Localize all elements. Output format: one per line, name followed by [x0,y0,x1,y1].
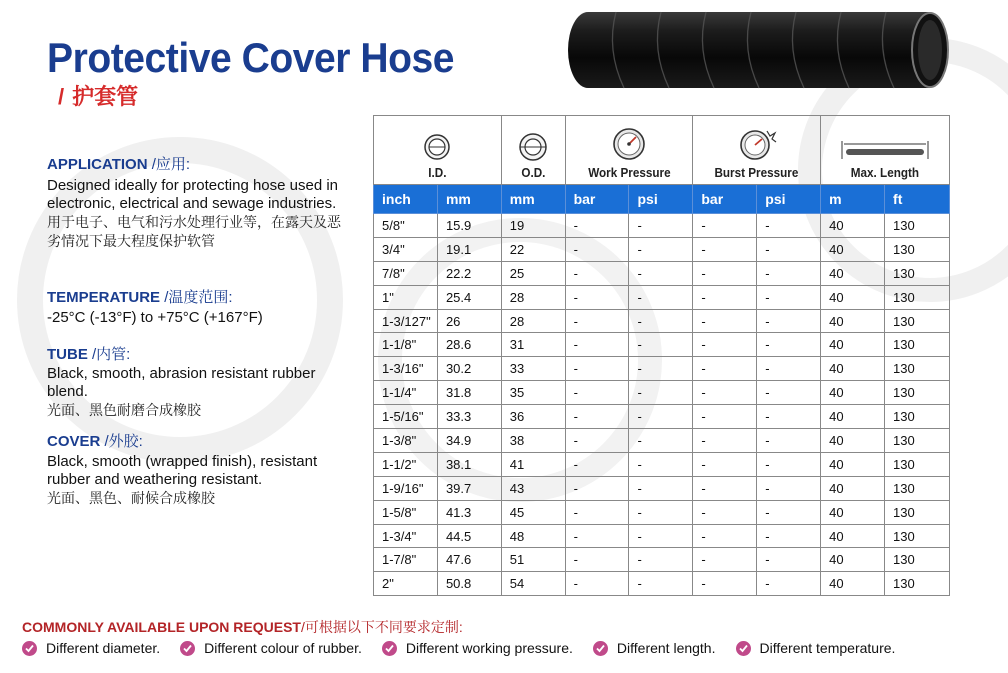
table-cell: 40 [821,285,885,309]
table-cell: 25.4 [437,285,501,309]
table-cell: 1-1/4" [374,381,438,405]
request-item [382,640,573,656]
table-cell: 38.1 [437,452,501,476]
table-cell: 40 [821,214,885,238]
table-cell: 28 [501,309,565,333]
unit-bp-psi: psi [757,185,821,214]
table-cell: - [565,548,629,572]
table-cell: 40 [821,452,885,476]
table-cell: 1-9/16" [374,476,438,500]
request-heading-en: COMMONLY AVAILABLE UPON REQUEST [22,619,301,635]
table-cell: 1-3/127" [374,309,438,333]
table-cell: 50.8 [437,572,501,596]
table-cell: - [629,261,693,285]
table-cell: - [693,261,757,285]
table-cell: 40 [821,548,885,572]
table-cell: - [565,285,629,309]
unit-od-mm: mm [501,185,565,214]
table-cell: - [757,548,821,572]
table-cell: 36 [501,405,565,429]
group-burst-pressure-label: Burst Pressure [714,165,799,180]
table-cell: 1-3/8" [374,429,438,453]
table-cell: 40 [821,261,885,285]
request-heading-cn: /可根据以下不同要求定制: [300,619,463,635]
table-cell: 130 [885,429,950,453]
request-item [736,640,896,656]
table-cell: - [629,333,693,357]
table-row [374,429,950,453]
table-row [374,476,950,500]
table-cell: - [629,285,693,309]
group-work-pressure-label: Work Pressure [587,165,671,180]
table-cell: - [757,572,821,596]
table-cell: - [565,476,629,500]
table-cell: - [629,548,693,572]
table-row [374,237,950,261]
table-cell: 40 [821,333,885,357]
request-item-label: Different colour of rubber. [204,640,362,656]
table-cell: - [629,476,693,500]
table-cell: - [565,452,629,476]
table-row [374,524,950,548]
table-cell: - [757,476,821,500]
group-id [374,116,502,185]
table-cell: 130 [885,524,950,548]
request-item-label: Different diameter. [46,640,161,656]
table-cell: - [757,333,821,357]
temperature-body [47,309,347,327]
table-row [374,309,950,333]
unit-id-mm: mm [437,185,501,214]
table-cell: 1-1/8" [374,333,438,357]
table-cell: - [565,500,629,524]
request-item [180,640,362,656]
table-cell: - [757,261,821,285]
tube-heading-en: TUBE [47,346,88,363]
table-cell: - [629,500,693,524]
table-row [374,357,950,381]
table-cell: - [629,524,693,548]
table-cell: - [757,214,821,238]
table-cell: 40 [821,476,885,500]
table-cell: 5/8" [374,214,438,238]
table-cell: 130 [885,500,950,524]
table-cell: 1-3/16" [374,357,438,381]
table-cell: 3/4" [374,237,438,261]
table-cell: - [629,572,693,596]
spec-table-icon-row [374,116,950,185]
table-cell: - [757,285,821,309]
table-cell: 130 [885,261,950,285]
table-cell: 28 [501,285,565,309]
unit-bp-bar: bar [693,185,757,214]
od-ring-icon [518,133,548,161]
check-icon [22,641,37,656]
unit-len-ft: ft [885,185,950,214]
table-cell: 130 [885,285,950,309]
length-rod-icon [840,139,930,161]
table-cell: 1-7/8" [374,548,438,572]
table-cell: 1-3/4" [374,524,438,548]
group-max-length [821,116,950,185]
table-cell: 45 [501,500,565,524]
table-cell: - [693,476,757,500]
group-max-length-label: Max. Length [850,165,920,180]
table-cell: 130 [885,572,950,596]
table-cell: 130 [885,214,950,238]
table-cell: 7/8" [374,261,438,285]
tube-text: Black, smooth, abrasion resistant rubber blend. [47,365,316,400]
table-cell: 26 [437,309,501,333]
id-ring-icon [423,133,451,161]
table-cell: - [693,429,757,453]
group-burst-pressure [693,116,821,185]
unit-wp-psi: psi [629,185,693,214]
table-cell: - [629,357,693,381]
cover-text: Black, smooth (wrapped finish), resistant rubber and weathering resistant. [47,453,318,488]
table-cell: - [693,237,757,261]
table-cell: - [757,500,821,524]
table-cell: 31.8 [437,381,501,405]
table-cell: 40 [821,237,885,261]
table-cell: - [757,452,821,476]
burst-gauge-icon [737,127,777,161]
check-icon [736,641,751,656]
table-cell: - [565,429,629,453]
table-row [374,381,950,405]
table-row [374,333,950,357]
temperature-heading [47,286,233,307]
table-cell: - [629,405,693,429]
page-title: Protective Cover Hose [47,34,455,81]
table-cell: 35 [501,381,565,405]
table-cell: 40 [821,381,885,405]
check-icon [382,641,397,656]
table-cell: - [565,214,629,238]
table-row [374,285,950,309]
table-cell: - [629,237,693,261]
table-cell: 40 [821,524,885,548]
table-cell: - [565,309,629,333]
table-cell: 130 [885,476,950,500]
table-cell: 41 [501,452,565,476]
request-item-label: Different working pressure. [405,640,573,656]
table-cell: 1-5/8" [374,500,438,524]
table-cell: - [693,381,757,405]
table-cell: 130 [885,405,950,429]
table-cell: 40 [821,405,885,429]
table-cell: 41.3 [437,500,501,524]
pressure-gauge-icon [612,127,646,161]
tube-heading-cn: /内管: [92,346,131,363]
check-icon [593,641,608,656]
table-cell: 22 [501,237,565,261]
table-cell: - [629,214,693,238]
cover-heading [47,430,143,451]
table-cell: 48 [501,524,565,548]
request-item-label: Different temperature. [759,640,896,656]
table-cell: 40 [821,309,885,333]
request-item [593,640,716,656]
cover-heading-cn: /外胶: [104,433,143,450]
table-cell: 25 [501,261,565,285]
table-cell: 47.6 [437,548,501,572]
table-cell: - [757,309,821,333]
table-row [374,572,950,596]
table-cell: - [693,357,757,381]
table-cell: 38 [501,429,565,453]
tube-heading [47,343,130,364]
spec-table-unit-row [374,185,950,214]
table-row [374,261,950,285]
cover-body [47,453,347,508]
spec-table-body [374,214,950,596]
page-subtitle [58,80,138,111]
table-cell: 130 [885,357,950,381]
table-cell: - [565,237,629,261]
table-cell: - [565,333,629,357]
table-cell: 15.9 [437,214,501,238]
table-cell: 130 [885,237,950,261]
table-row [374,548,950,572]
table-cell: 19 [501,214,565,238]
application-body [47,177,347,251]
request-item-label: Different length. [616,640,716,656]
table-cell: 40 [821,429,885,453]
table-cell: - [565,405,629,429]
spec-table [373,115,950,596]
table-cell: 51 [501,548,565,572]
table-cell: - [629,309,693,333]
cover-heading-en: COVER [47,433,101,450]
table-cell: 39.7 [437,476,501,500]
table-cell: - [565,572,629,596]
temperature-text: -25°C (-13°F) to +75°C (+167°F) [47,309,263,326]
table-cell: - [757,237,821,261]
table-cell: - [629,381,693,405]
table-cell: 22.2 [437,261,501,285]
table-cell: 1" [374,285,438,309]
table-cell: - [693,500,757,524]
table-cell: 40 [821,357,885,381]
table-cell: 34.9 [437,429,501,453]
table-cell: - [693,333,757,357]
table-cell: 130 [885,381,950,405]
request-item [22,640,160,656]
table-cell: - [693,214,757,238]
table-cell: - [693,309,757,333]
table-cell: - [693,524,757,548]
table-cell: 33 [501,357,565,381]
table-cell: - [757,381,821,405]
table-cell: 130 [885,452,950,476]
group-od-label: O.D. [521,165,546,180]
table-cell: 33.3 [437,405,501,429]
tube-text-cn: 光面、黑色耐磨合成橡胶 [47,402,201,418]
table-cell: 130 [885,309,950,333]
application-heading-en: APPLICATION [47,156,148,173]
application-text-cn: 用于电子、电气和污水处理行业等，在露天及恶劣情况下最大程度保护软管 [47,214,341,249]
application-text: Designed ideally for protecting hose used in electronic, electrical and sewage industries. [47,177,339,212]
table-cell: - [757,429,821,453]
table-cell: 31 [501,333,565,357]
temperature-heading-en: TEMPERATURE [47,289,161,306]
table-cell: 44.5 [437,524,501,548]
group-work-pressure [565,116,693,185]
cover-text-cn: 光面、黑色、耐候合成橡胶 [47,490,215,506]
table-cell: - [757,405,821,429]
table-cell: - [629,452,693,476]
table-cell: - [693,452,757,476]
table-row [374,452,950,476]
unit-wp-bar: bar [565,185,629,214]
table-cell: - [565,381,629,405]
table-cell: 43 [501,476,565,500]
table-cell: - [757,357,821,381]
application-heading [47,153,190,174]
table-cell: - [565,261,629,285]
table-cell: - [757,524,821,548]
check-icon [180,641,195,656]
table-cell: 54 [501,572,565,596]
unit-inch: inch [374,185,438,214]
table-cell: 1-5/16" [374,405,438,429]
temperature-heading-cn: /温度范围: [164,289,233,306]
table-cell: - [565,524,629,548]
subtitle-slash: / [58,84,65,109]
table-cell: - [693,548,757,572]
table-cell: 1-1/2" [374,452,438,476]
application-heading-cn: /应用: [151,156,191,173]
request-heading [22,617,463,637]
unit-len-m: m [821,185,885,214]
table-cell: 130 [885,333,950,357]
table-cell: 40 [821,572,885,596]
table-cell: 130 [885,548,950,572]
table-cell: 28.6 [437,333,501,357]
table-cell: - [693,285,757,309]
group-id-label: I.D. [428,165,447,180]
table-cell: - [693,405,757,429]
subtitle-cn: 护套管 [72,84,139,109]
table-cell: - [629,429,693,453]
table-row [374,405,950,429]
table-cell: 19.1 [437,237,501,261]
table-cell: - [693,572,757,596]
table-cell: - [565,357,629,381]
table-cell: 2" [374,572,438,596]
tube-body [47,365,347,420]
hose-image [566,8,954,92]
table-cell: 40 [821,500,885,524]
group-od [501,116,565,185]
table-cell: 30.2 [437,357,501,381]
table-row [374,214,950,238]
request-list [22,640,915,656]
table-row [374,500,950,524]
